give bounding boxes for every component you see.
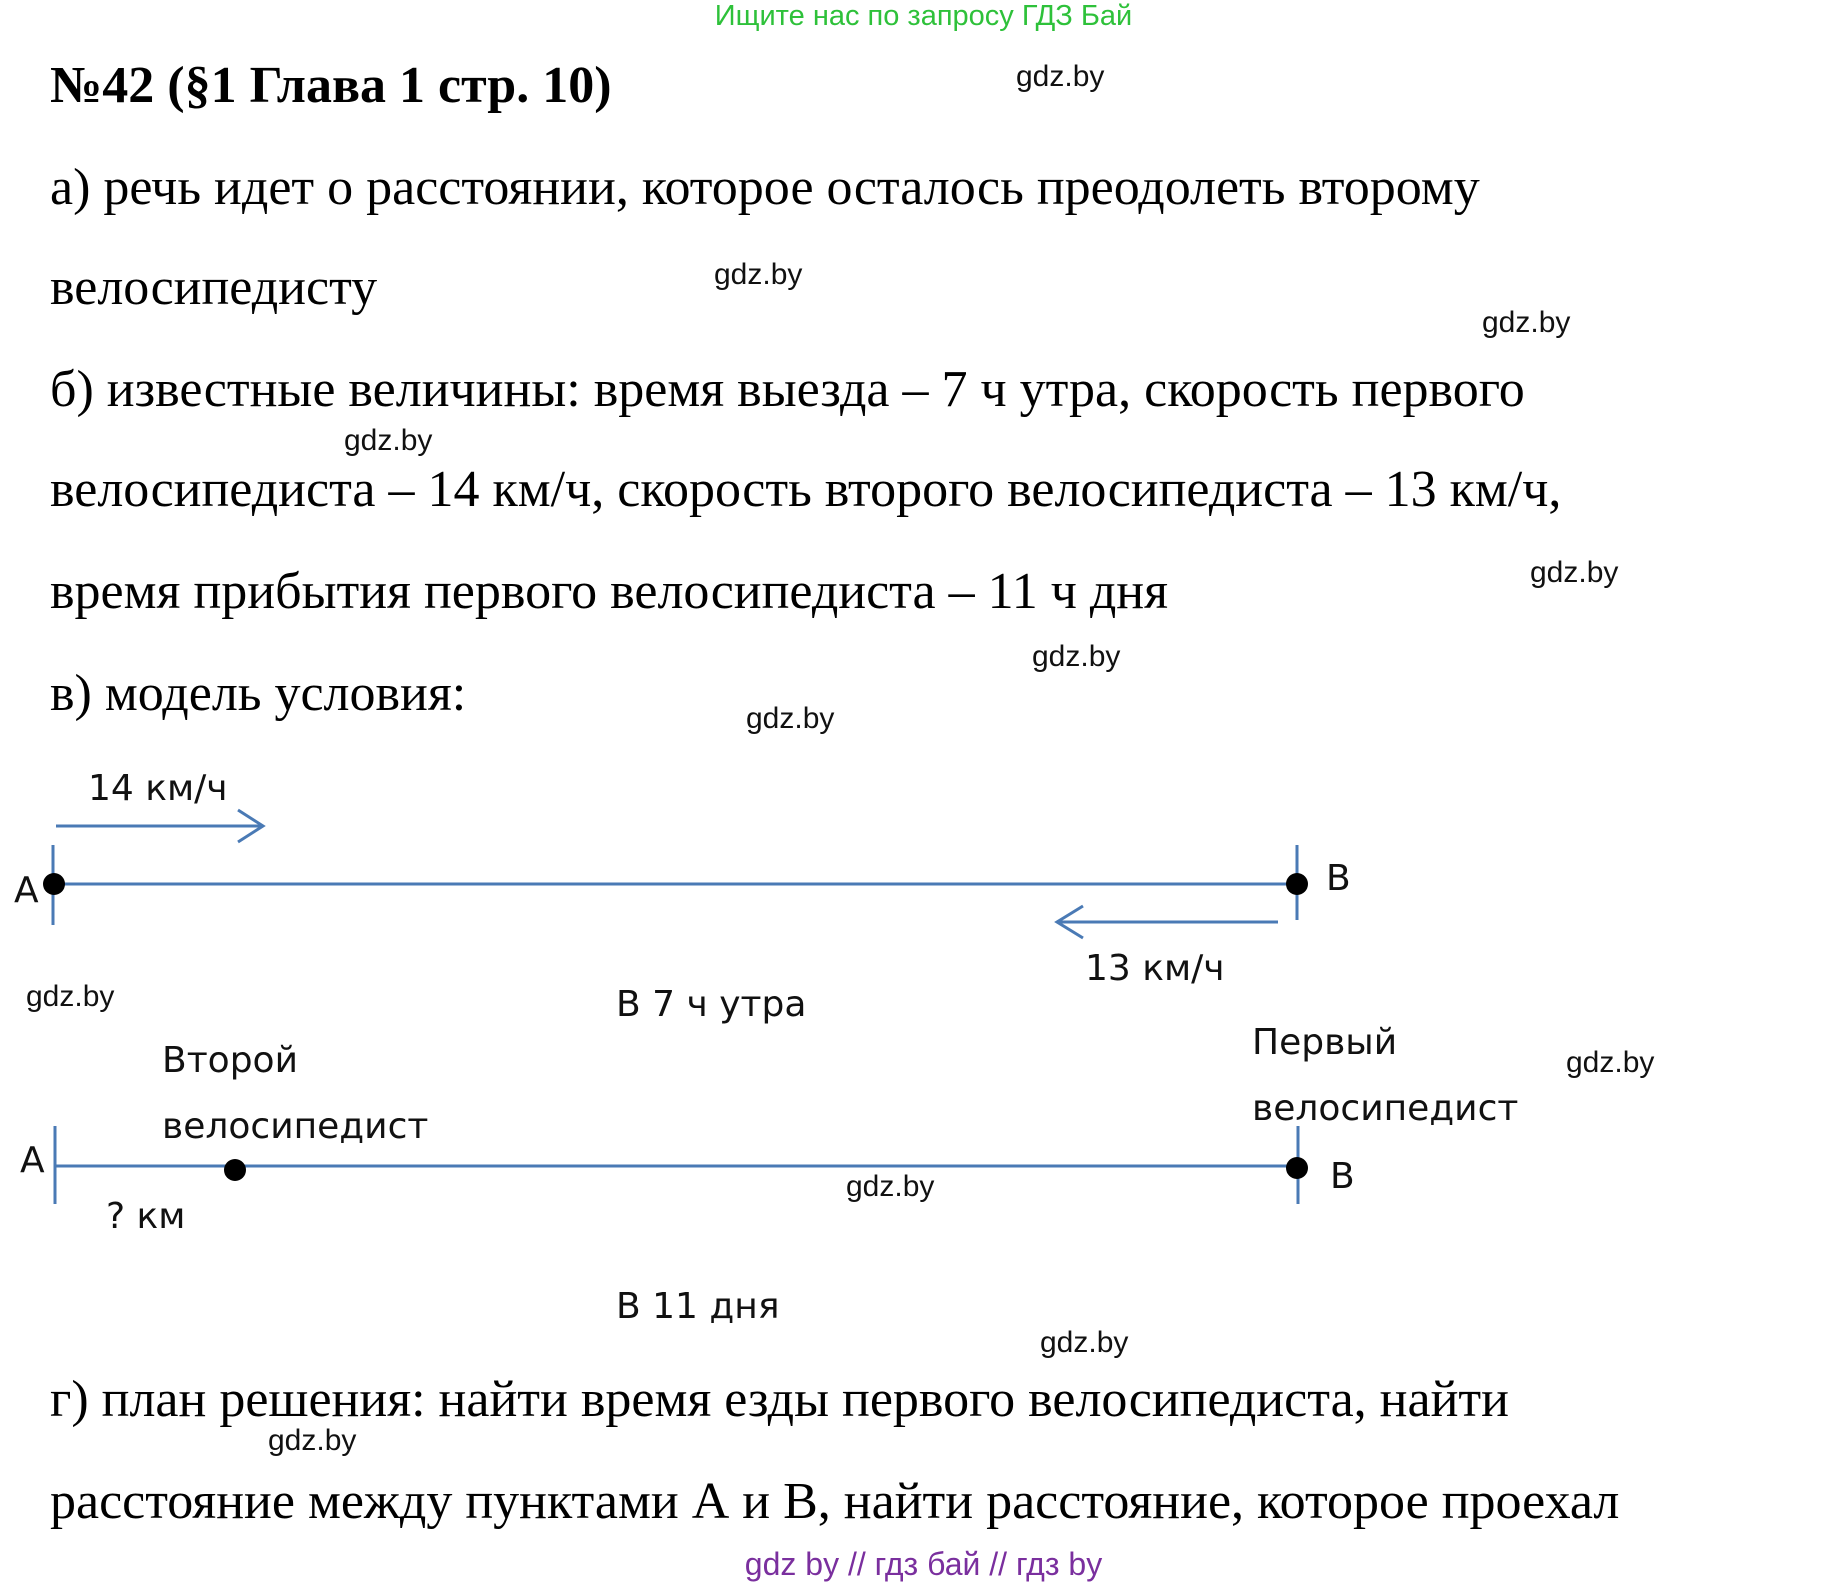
watermark: gdz.by — [1040, 1326, 1129, 1359]
diagram2-second-cyclist-label-1: Второй — [162, 1040, 298, 1081]
diagram2-second-cyclist-dot — [224, 1159, 246, 1181]
footer-links: gdz by // гдз бай // гдз by — [744, 1546, 1103, 1582]
diagram1-arrow-right — [56, 810, 263, 842]
watermark: gdz.by — [1530, 556, 1619, 589]
answer-g-line-2: расстояние между пунктами А и В, найти расстояние, которое проехал — [50, 1473, 1620, 1530]
watermark: gdz.by — [846, 1170, 935, 1203]
watermark: gdz.by — [714, 258, 803, 291]
watermark: gdz.by — [1032, 640, 1121, 673]
search-banner: Ищите нас по запросу ГДЗ Бай — [714, 0, 1133, 32]
answer-b-line-2: велосипедиста – 14 км/ч, скорость второго велосипедиста – 13 км/ч, — [50, 461, 1562, 518]
diagram1-speed-first: 14 км/ч — [88, 768, 228, 809]
diagram2-second-cyclist-label-2: велосипедист — [162, 1106, 429, 1147]
diagram1-speed-second: 13 км/ч — [1085, 948, 1225, 989]
diagram2-unknown-distance: ? км — [106, 1196, 186, 1237]
diagram1-point-a-dot — [43, 873, 65, 895]
answer-a-line-1: а) речь идет о расстоянии, которое осталось преодолеть второму — [50, 159, 1480, 216]
diagram1-time-caption: В 7 ч утра — [616, 984, 807, 1025]
diagram1-label-a: А — [14, 870, 39, 911]
answer-b-line-1: б) известные величины: время выезда – 7 ч утра, скорость первого — [50, 361, 1525, 418]
answer-b-line-3: время прибытия первого велосипедиста – 11 ч дня — [50, 563, 1169, 620]
watermark: gdz.by — [268, 1424, 357, 1457]
watermark: gdz.by — [1482, 306, 1571, 339]
diagram2-time-caption: В 11 дня — [616, 1286, 780, 1327]
diagram2-first-cyclist-label-2: велосипедист — [1252, 1088, 1519, 1129]
diagram1-arrow-left — [1057, 906, 1278, 938]
diagram1-label-b: В — [1326, 858, 1351, 899]
page-title: №42 (§1 Глава 1 стр. 10) — [50, 57, 612, 114]
diagram2-label-a: А — [20, 1140, 45, 1181]
watermark: gdz.by — [1016, 60, 1105, 93]
watermark: gdz.by — [344, 424, 433, 457]
answer-v-line-1: в) модель условия: — [50, 665, 467, 722]
answer-g-line-1: г) план решения: найти время езды первого велосипедиста, найти — [50, 1371, 1509, 1428]
watermark: gdz.by — [1566, 1046, 1655, 1079]
diagram2-label-b: В — [1330, 1156, 1355, 1197]
diagram2-first-cyclist-label-1: Первый — [1252, 1022, 1398, 1063]
answer-a-line-2: велосипедисту — [50, 259, 378, 316]
diagram2-first-cyclist-dot — [1286, 1157, 1308, 1179]
watermark: gdz.by — [746, 702, 835, 735]
watermark: gdz.by — [26, 980, 115, 1013]
diagram1-point-b-dot — [1286, 873, 1308, 895]
